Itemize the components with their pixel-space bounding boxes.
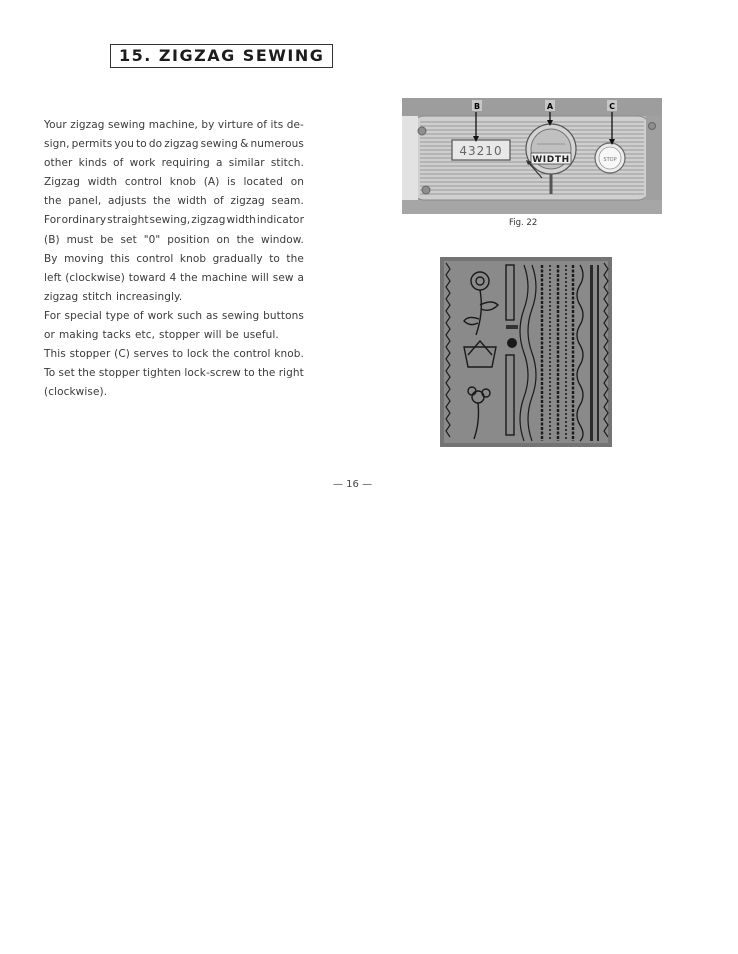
body-line: Zigzag width control knob (A) is located on [44,176,304,189]
section-title: 15. ZIGZAG SEWING [110,44,333,68]
label-a: A [546,102,554,111]
body-line: For ordinary straight sewing, zigzag width indicator [44,214,304,227]
label-c: C [609,102,615,111]
indicator-digits: 43210 [459,144,503,158]
panel-illustration [402,98,662,214]
width-knob-label: WIDTH [532,155,570,165]
body-line: This stopper (C) serves to lock the control knob. [44,348,304,361]
body-line: By moving this control knob gradually to the [44,252,304,265]
body-line: For special type of work such as sewing buttons [44,309,304,322]
stopper-label: STOP [603,157,617,163]
body-line: sign, permits you to do zigzag sewing & numerous [44,138,304,151]
page-number: — 16 — [333,479,373,490]
figure-22-panel-photo [402,98,662,214]
body-line: Your zigzag sewing machine, by virture of its de- [44,119,304,131]
body-line: (B) must be set "0" position on the window. [44,233,304,246]
body-line: or making tacks etc, stopper will be useful. [44,329,279,342]
body-line: To set the stopper tighten lock-screw to the right [44,367,304,380]
stitch-sample-illustration [440,257,612,447]
body-line: (clockwise). [44,386,108,399]
body-line: left (clockwise) toward 4 the machine will sew a [44,271,304,284]
body-line: the panel, adjusts the width of zigzag seam. [44,195,304,208]
figure-22-caption: Fig. 22 [509,218,538,228]
stitch-sample-photo [440,257,612,447]
body-line: other kinds of work requiring a similar stitch. [44,157,304,170]
label-b: B [473,102,481,111]
body-text [44,116,304,402]
body-line: zigzag stitch increasingly. [44,290,183,303]
